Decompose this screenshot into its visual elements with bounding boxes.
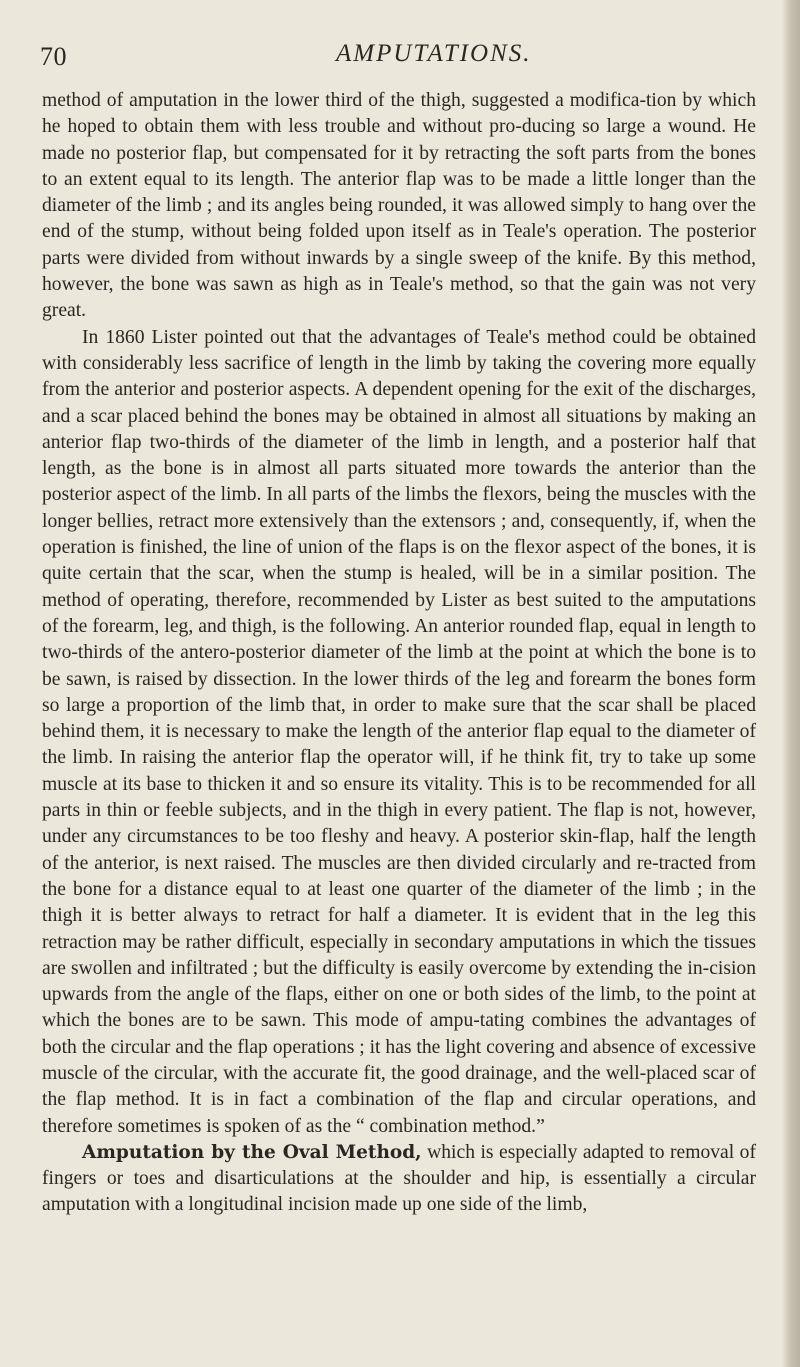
body-text [42, 88, 756, 1219]
page-number: 70 [40, 42, 67, 71]
paragraph-3-text: which is especially adapted to removal of fingers or toes and disarticulations at the shoulder and hip, is essentially a circular amputation with a longitudinal incision made up one side of the limb, [42, 1141, 757, 1216]
paragraph-2: In 1860 Lister pointed out that the advantages of Teale's method could be obtained with considerably less sacrifice of length in the limb by taking the covering more equally from the anterior and posterior aspects. A dependent opening for the exit of the discharges, and a scar placed behind the bones may be obtained in almost all situations by making an anterior flap two-thirds of the diameter of the limb in length, and a posterior half that length, as the bone is in almost all parts situated more towards the anterior than the posterior aspect of the limb. In all parts of the limbs the flexors, being the muscles with the longer bellies, retract more extensively than the extensors ; and, consequently, if, when the operation is finished, the line of union of the flaps is on the flexor aspect of the bones, it is quite certain that the scar, when the stump is healed, will be in a similar position. The method of operating, therefore, recommended by Lister as best suited to the amputations of the forearm, leg, and thigh, is the following. An anterior rounded flap, equal in length to two-thirds of the antero-posterior diameter of the limb at the point at which the bone is to be sawn, is raised by dissection. In the lower thirds of the leg and forearm the bones form so large a proportion of the limb that, in order to make sure that the scar shall be placed behind them, it is necessary to make the length of the anterior flap equal to the diameter of the limb. In raising the anterior flap the operator will, if he think fit, try to take up some muscle at its base to thicken it and so ensure its vitality. This is to be recommended for all parts in thin or feeble subjects, and in the thigh in every patient. The flap is not, however, under any circumstances to be too fleshy and heavy. A posterior skin-flap, half the length of the anterior, is next raised. The muscles are then divided circularly and re-tracted from the bone for a distance equal to at least one quarter of the diameter of the limb ; in the thigh it is better always to retract for half a diameter. It is evident that in the leg this retraction may be rather difficult, especially in secondary amputations in which the tissues are swollen and infiltrated ; but the difficulty is easily overcome by extending the in-cision upwards from the angle of the flaps, either on one or both sides of the limb, to the point at which the bones are to be sawn. This mode of ampu-tating combines the advantages of both the circular and the flap operations ; it has the light covering and absence of excessive muscle of the circular, with the accurate fit, the good drainage, and the well-placed scar of the flap method. It is in fact a combination of the flap and circular operations, and therefore sometimes is spoken of as the “ combination method.” [42, 326, 756, 1137]
section-heading-oval-method: Amputation by the Oval Method, [82, 1141, 422, 1163]
running-title: AMPUTATIONS. [336, 40, 532, 67]
paragraph-1: method of amputation in the lower third of the thigh, suggested a modifica-tion by which he hoped to obtain them with less trouble and without pro-ducing so large a wound. He made no posterior flap, but compensated for it by retracting the soft parts from the bones to an extent equal to its length. The anterior flap was to be made a little longer than the diameter of the limb ; and its angles being rounded, it was allowed simply to hang over the end of the stump, without being folded upon itself as in Teale's operation. The posterior parts were divided from without inwards by a single sweep of the knife. By this method, however, the bone was sawn as high as in Teale's method, so that the gain was not very great. [42, 90, 756, 322]
paragraph-3 [42, 1140, 756, 1219]
page-edge-shadow [782, 0, 800, 1367]
